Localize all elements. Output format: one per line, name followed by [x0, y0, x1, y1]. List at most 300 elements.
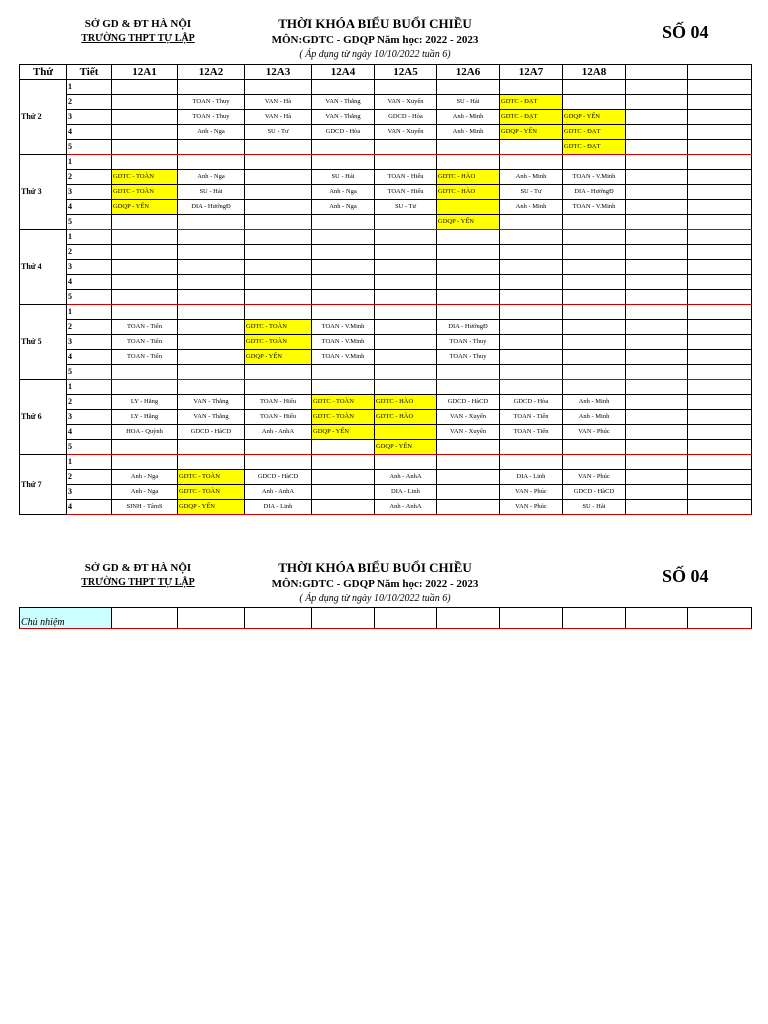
- school-name-2: TRƯỜNG THPT TỰ LẬP: [81, 577, 195, 588]
- schedule-cell: [500, 140, 563, 155]
- blank-cell: [626, 140, 688, 155]
- schedule-cell: [178, 440, 245, 455]
- schedule-cell: [500, 380, 563, 395]
- schedule-cell: [563, 350, 626, 365]
- table-row: [20, 455, 752, 470]
- schedule-cell: [500, 290, 563, 305]
- schedule-cell: [312, 290, 375, 305]
- schedule-cell: [178, 275, 245, 290]
- schedule-cell: GDTC - TOÀN: [312, 395, 375, 410]
- schedule-cell: VAN - Thắng: [312, 95, 375, 110]
- schedule-cell: GDTC - ĐẠT: [563, 125, 626, 140]
- schedule-cell: VAN - Thắng: [178, 395, 245, 410]
- schedule-cell: GDTC - TOÀN: [245, 320, 312, 335]
- period-number: 2: [67, 320, 112, 335]
- blank-cell: [688, 125, 752, 140]
- blank-cell: [626, 200, 688, 215]
- period-number: 2: [67, 170, 112, 185]
- column-header: 12A3: [245, 65, 312, 80]
- schedule-cell: GDCD - HàCD: [245, 470, 312, 485]
- schedule-cell: TOAN - Tiến: [500, 425, 563, 440]
- schedule-cell: [178, 455, 245, 470]
- period-number: 2: [67, 470, 112, 485]
- schedule-cell: [375, 365, 437, 380]
- schedule-cell: [437, 305, 500, 320]
- blank-cell: [626, 215, 688, 230]
- schedule-cell: [375, 455, 437, 470]
- blank-cell: [626, 380, 688, 395]
- schedule-cell: [178, 365, 245, 380]
- blank-cell: [688, 275, 752, 290]
- schedule-cell: [312, 440, 375, 455]
- schedule-cell: TOAN - V.Minh: [563, 200, 626, 215]
- schedule-cell: Anh - Minh: [500, 170, 563, 185]
- blank-cell: [626, 440, 688, 455]
- schedule-cell: [563, 95, 626, 110]
- schedule-cell: [312, 470, 375, 485]
- schedule-cell: [500, 155, 563, 170]
- schedule-cell: [375, 320, 437, 335]
- schedule-cell: [112, 245, 178, 260]
- period-number: 3: [67, 410, 112, 425]
- schedule-cell: TOAN - Hiếu: [245, 395, 312, 410]
- schedule-cell: [178, 320, 245, 335]
- header-center: [250, 16, 500, 62]
- schedule-cell: [112, 290, 178, 305]
- homeroom-cell: [312, 608, 375, 629]
- table-row: [20, 275, 752, 290]
- schedule-cell: [178, 335, 245, 350]
- blank-cell: [626, 305, 688, 320]
- schedule-cell: [112, 95, 178, 110]
- table-row: [20, 365, 752, 380]
- period-number: 4: [67, 425, 112, 440]
- schedule-cell: [375, 215, 437, 230]
- schedule-cell: TOAN - Tiến: [500, 410, 563, 425]
- blank-cell: [688, 170, 752, 185]
- period-number: 4: [67, 200, 112, 215]
- schedule-cell: SU - Hải: [563, 500, 626, 515]
- schedule-cell: VAN - Phúc: [500, 485, 563, 500]
- schedule-cell: [312, 275, 375, 290]
- period-number: 1: [67, 380, 112, 395]
- schedule-cell: [245, 380, 312, 395]
- blank-cell: [688, 215, 752, 230]
- schedule-cell: [245, 215, 312, 230]
- blank-cell: [626, 320, 688, 335]
- schedule-cell: [563, 260, 626, 275]
- schedule-cell: [245, 455, 312, 470]
- schedule-cell: [375, 245, 437, 260]
- period-number: 2: [67, 95, 112, 110]
- schedule-cell: [245, 140, 312, 155]
- blank-cell: [626, 245, 688, 260]
- schedule-cell: TOAN - Tiến: [112, 335, 178, 350]
- table-row: [20, 170, 752, 185]
- schedule-cell: [500, 455, 563, 470]
- header-top: [0, 16, 768, 66]
- blank-cell: [626, 290, 688, 305]
- homeroom-cell: [112, 608, 178, 629]
- schedule-cell: [500, 275, 563, 290]
- table-row: [20, 350, 752, 365]
- period-number: 1: [67, 155, 112, 170]
- period-number: 4: [67, 350, 112, 365]
- table-row: [20, 470, 752, 485]
- table-row: [20, 95, 752, 110]
- schedule-cell: GDTC - TOÀN: [178, 470, 245, 485]
- schedule-cell: [375, 80, 437, 95]
- schedule-cell: [245, 290, 312, 305]
- blank-cell: [688, 305, 752, 320]
- schedule-cell: [178, 260, 245, 275]
- schedule-cell: [437, 500, 500, 515]
- schedule-cell: [500, 305, 563, 320]
- schedule-cell: [437, 230, 500, 245]
- schedule-cell: [245, 275, 312, 290]
- schedule-cell: GDTC - TOÀN: [178, 485, 245, 500]
- day-label: Thứ 3: [20, 155, 67, 230]
- schedule-cell: VAN - Phúc: [500, 500, 563, 515]
- schedule-cell: [437, 140, 500, 155]
- blank-cell: [688, 395, 752, 410]
- table-row: [20, 260, 752, 275]
- schedule-cell: VAN - Phúc: [563, 470, 626, 485]
- schedule-cell: [312, 80, 375, 95]
- schedule-cell: [178, 80, 245, 95]
- schedule-cell: [312, 155, 375, 170]
- table-row: [20, 380, 752, 395]
- period-number: 4: [67, 275, 112, 290]
- school-name: TRƯỜNG THPT TỰ LẬP: [81, 33, 195, 44]
- period-number: 4: [67, 125, 112, 140]
- schedule-cell: DIA - HướngĐ: [178, 200, 245, 215]
- schedule-cell: [500, 440, 563, 455]
- period-number: 5: [67, 215, 112, 230]
- table-row: [20, 290, 752, 305]
- homeroom-cell: [437, 608, 500, 629]
- applied-date-2: ( Áp dụng từ ngày 10/10/2022 tuần 6): [299, 593, 451, 604]
- schedule-cell: SU - Hải: [178, 185, 245, 200]
- schedule-cell: Anh - Minh: [437, 125, 500, 140]
- schedule-cell: DIA - Linh: [375, 485, 437, 500]
- blank-cell: [626, 125, 688, 140]
- timetable-header: [20, 65, 752, 80]
- blank-cell: [688, 455, 752, 470]
- schedule-cell: [312, 140, 375, 155]
- schedule-cell: [500, 350, 563, 365]
- schedule-cell: TOAN - Thuy: [437, 350, 500, 365]
- blank-cell: [626, 500, 688, 515]
- schedule-cell: GDTC - HÀO: [375, 410, 437, 425]
- schedule-cell: TOAN - Thuy: [178, 95, 245, 110]
- schedule-cell: [112, 215, 178, 230]
- table-row: [20, 440, 752, 455]
- schedule-cell: GDTC - TOÀN: [312, 410, 375, 425]
- schedule-cell: Anh - Nga: [312, 200, 375, 215]
- schedule-cell: DIA - HướngĐ: [563, 185, 626, 200]
- schedule-cell: DIA - Linh: [245, 500, 312, 515]
- schedule-cell: Anh - Minh: [500, 200, 563, 215]
- schedule-cell: [178, 140, 245, 155]
- blank-cell: [626, 95, 688, 110]
- schedule-cell: [178, 245, 245, 260]
- schedule-cell: [563, 365, 626, 380]
- schedule-cell: [563, 245, 626, 260]
- schedule-number: SỐ 04: [662, 22, 709, 42]
- table-row: [20, 200, 752, 215]
- period-number: 2: [67, 245, 112, 260]
- schedule-cell: GDTC - ĐẠT: [500, 95, 563, 110]
- schedule-cell: [245, 200, 312, 215]
- schedule-cell: [563, 215, 626, 230]
- blank-cell: [626, 350, 688, 365]
- header-left-2: [78, 560, 198, 590]
- period-number: 5: [67, 140, 112, 155]
- schedule-cell: SU - Tư: [375, 200, 437, 215]
- schedule-cell: [437, 245, 500, 260]
- period-number: 5: [67, 365, 112, 380]
- schedule-cell: GDQP - YẾN: [437, 215, 500, 230]
- schedule-cell: Anh - Nga: [178, 125, 245, 140]
- column-header: 12A4: [312, 65, 375, 80]
- schedule-cell: Anh - Nga: [178, 170, 245, 185]
- schedule-cell: [245, 440, 312, 455]
- applied-date: ( Áp dụng từ ngày 10/10/2022 tuần 6): [299, 49, 451, 60]
- table-row: [20, 185, 752, 200]
- schedule-cell: [437, 200, 500, 215]
- schedule-cell: [178, 380, 245, 395]
- schedule-cell: TOAN - V.Minh: [312, 350, 375, 365]
- schedule-cell: TOAN - Thuy: [437, 335, 500, 350]
- schedule-cell: [437, 275, 500, 290]
- day-label: Thứ 4: [20, 230, 67, 305]
- schedule-cell: [245, 230, 312, 245]
- column-header: [626, 65, 688, 80]
- schedule-cell: LY - Hằng: [112, 395, 178, 410]
- schedule-cell: [245, 185, 312, 200]
- schedule-cell: [112, 260, 178, 275]
- schedule-cell: [500, 335, 563, 350]
- schedule-cell: SU - Hải: [312, 170, 375, 185]
- schedule-cell: GDCD - HàCD: [563, 485, 626, 500]
- schedule-cell: [500, 245, 563, 260]
- schedule-cell: [312, 260, 375, 275]
- schedule-cell: [437, 470, 500, 485]
- schedule-cell: [245, 170, 312, 185]
- schedule-cell: [500, 260, 563, 275]
- table-row: [20, 155, 752, 170]
- schedule-cell: TOAN - Hiếu: [245, 410, 312, 425]
- column-header: Thứ: [20, 65, 67, 80]
- schedule-cell: Anh - Nga: [112, 485, 178, 500]
- schedule-cell: [500, 80, 563, 95]
- schedule-cell: GDTC - TOÀN: [112, 170, 178, 185]
- schedule-cell: GDQP - YẾN: [178, 500, 245, 515]
- blank-cell: [688, 500, 752, 515]
- schedule-cell: VAN - Xuyến: [437, 425, 500, 440]
- schedule-cell: GDQP - YẾN: [112, 200, 178, 215]
- blank-cell: [688, 230, 752, 245]
- schedule-cell: [112, 155, 178, 170]
- blank-cell: [688, 260, 752, 275]
- table-row: [20, 140, 752, 155]
- blank-cell: [688, 410, 752, 425]
- schedule-cell: VAN - Thắng: [178, 410, 245, 425]
- schedule-cell: TOAN - Tiến: [112, 350, 178, 365]
- period-number: 1: [67, 305, 112, 320]
- schedule-cell: VAN - Thắng: [312, 110, 375, 125]
- homeroom-cell: [626, 608, 688, 629]
- table-row: [20, 125, 752, 140]
- schedule-cell: [375, 290, 437, 305]
- schedule-cell: SU - Tư: [245, 125, 312, 140]
- schedule-cell: Anh - AnhA: [375, 470, 437, 485]
- blank-cell: [626, 335, 688, 350]
- schedule-cell: DIA - HướngĐ: [437, 320, 500, 335]
- schedule-cell: [437, 260, 500, 275]
- blank-cell: [626, 410, 688, 425]
- table-row: [20, 410, 752, 425]
- schedule-cell: [375, 380, 437, 395]
- period-number: 5: [67, 440, 112, 455]
- schedule-cell: [312, 500, 375, 515]
- schedule-cell: [375, 140, 437, 155]
- blank-cell: [626, 185, 688, 200]
- blank-cell: [688, 425, 752, 440]
- schedule-cell: TOAN - Thuy: [178, 110, 245, 125]
- schedule-cell: VAN - Phúc: [563, 425, 626, 440]
- period-number: 4: [67, 500, 112, 515]
- schedule-cell: [375, 230, 437, 245]
- schedule-cell: Anh - Minh: [563, 395, 626, 410]
- schedule-number-2: SỐ 04: [662, 566, 709, 586]
- column-header: 12A6: [437, 65, 500, 80]
- schedule-cell: [112, 80, 178, 95]
- schedule-cell: [437, 155, 500, 170]
- period-number: 3: [67, 110, 112, 125]
- schedule-cell: GDQP - YẾN: [312, 425, 375, 440]
- table-row: [20, 425, 752, 440]
- table-row: [20, 320, 752, 335]
- schedule-cell: [245, 305, 312, 320]
- schedule-cell: [375, 425, 437, 440]
- schedule-cell: GDQP - YẾN: [245, 350, 312, 365]
- schedule-cell: [563, 335, 626, 350]
- dept-name-2: SỞ GD & ĐT HÀ NỘI: [84, 562, 192, 574]
- schedule-cell: TOAN - V.Minh: [563, 170, 626, 185]
- schedule-cell: [312, 380, 375, 395]
- column-header: [688, 65, 752, 80]
- period-number: 3: [67, 260, 112, 275]
- period-number: 3: [67, 485, 112, 500]
- blank-cell: [688, 320, 752, 335]
- schedule-cell: GDTC - ĐẠT: [500, 110, 563, 125]
- blank-cell: [626, 455, 688, 470]
- schedule-cell: GDTC - TOÀN: [112, 185, 178, 200]
- blank-cell: [688, 200, 752, 215]
- schedule-cell: [245, 365, 312, 380]
- blank-cell: [688, 185, 752, 200]
- schedule-cell: [437, 455, 500, 470]
- blank-cell: [626, 395, 688, 410]
- schedule-cell: GDTC - HÀO: [437, 170, 500, 185]
- schedule-cell: [112, 365, 178, 380]
- schedule-cell: [112, 275, 178, 290]
- blank-cell: [626, 275, 688, 290]
- schedule-cell: [437, 440, 500, 455]
- schedule-cell: [437, 365, 500, 380]
- schedule-cell: [178, 290, 245, 305]
- period-number: 2: [67, 395, 112, 410]
- column-header: Tiết: [67, 65, 112, 80]
- schedule-cell: [375, 260, 437, 275]
- schedule-cell: [112, 380, 178, 395]
- homeroom-cell: [245, 608, 312, 629]
- dept-name: SỞ GD & ĐT HÀ NỘI: [84, 18, 192, 30]
- homeroom-cell: [178, 608, 245, 629]
- schedule-cell: [437, 80, 500, 95]
- schedule-cell: [112, 455, 178, 470]
- homeroom-cell: [375, 608, 437, 629]
- blank-cell: [688, 440, 752, 455]
- schedule-cell: GDQP - YẾN: [563, 110, 626, 125]
- day-label: Thứ 5: [20, 305, 67, 380]
- blank-cell: [688, 350, 752, 365]
- schedule-cell: [112, 230, 178, 245]
- column-header: 12A5: [375, 65, 437, 80]
- day-label: Thứ 2: [20, 80, 67, 155]
- schedule-cell: [563, 305, 626, 320]
- blank-cell: [626, 170, 688, 185]
- schedule-cell: [437, 485, 500, 500]
- header-bottom: [0, 560, 768, 610]
- schedule-cell: GDCD - HàCD: [178, 425, 245, 440]
- schedule-cell: TOAN - Hiếu: [375, 170, 437, 185]
- schedule-cell: [563, 320, 626, 335]
- blank-cell: [688, 290, 752, 305]
- blank-cell: [626, 470, 688, 485]
- homeroom-table: [19, 607, 752, 629]
- schedule-cell: GDTC - HÀO: [375, 395, 437, 410]
- schedule-cell: VAN - Hà: [245, 110, 312, 125]
- homeroom-row: [20, 608, 752, 629]
- schedule-cell: [178, 215, 245, 230]
- schedule-cell: GDQP - YẾN: [500, 125, 563, 140]
- schedule-cell: [112, 110, 178, 125]
- schedule-cell: SU - Tư: [500, 185, 563, 200]
- column-header: 12A8: [563, 65, 626, 80]
- table-row: [20, 230, 752, 245]
- schedule-cell: [563, 80, 626, 95]
- schedule-cell: [178, 155, 245, 170]
- page-title-2: THỜI KHÓA BIỂU BUỔI CHIỀU: [278, 560, 472, 575]
- schedule-cell: [375, 335, 437, 350]
- schedule-cell: SU - Hải: [437, 95, 500, 110]
- schedule-cell: [178, 305, 245, 320]
- schedule-cell: VAN - Xuyến: [437, 410, 500, 425]
- blank-cell: [626, 485, 688, 500]
- homeroom-cell: [688, 608, 752, 629]
- blank-cell: [626, 80, 688, 95]
- schedule-cell: VAN - Hà: [245, 95, 312, 110]
- schedule-cell: Anh - Nga: [312, 185, 375, 200]
- schedule-cell: [312, 485, 375, 500]
- schedule-cell: [375, 350, 437, 365]
- period-number: 3: [67, 185, 112, 200]
- schedule-cell: [245, 80, 312, 95]
- schedule-cell: HOA - Quỳnh: [112, 425, 178, 440]
